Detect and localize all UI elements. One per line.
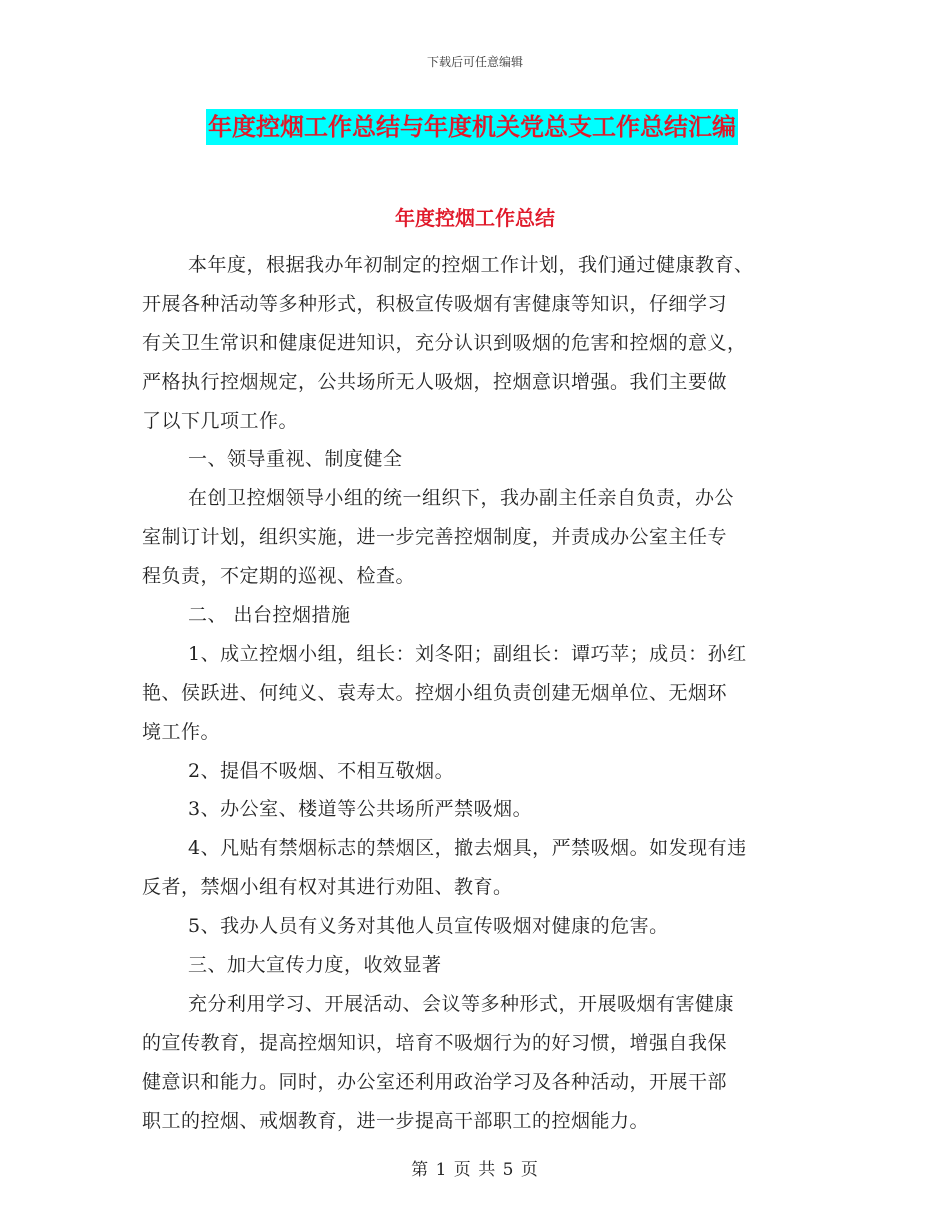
list-item-line: 2、提倡不吸烟、不相互敬烟。 (188, 759, 455, 782)
list-item-line: 5、我办人员有义务对其他人员宣传吸烟对健康的危害。 (188, 915, 669, 938)
paragraph-line: 开展各种活动等多种形式，积极宣传吸烟有害健康等知识，仔细学习 (142, 292, 728, 315)
heading-line: 三、加大宣传力度，收效显著 (188, 954, 442, 977)
paragraph-line: 严格执行控烟规定，公共场所无人吸烟，控烟意识增强。我们主要做 (142, 370, 728, 393)
paragraph-line: 职工的控烟、戒烟教育，进一步提高干部职工的控烟能力。 (142, 1109, 650, 1132)
paragraph-line: 有关卫生常识和健康促进知识，充分认识到吸烟的危害和控烟的意义， (142, 331, 747, 354)
paragraph-line: 健意识和能力。同时，办公室还利用政治学习及各种活动，开展干部 (142, 1070, 728, 1093)
section-title: 年度控烟工作总结 (395, 206, 555, 230)
paragraph-line: 的宣传教育，提高控烟知识，培育不吸烟行为的好习惯，增强自我保 (142, 1031, 728, 1054)
list-item-line: 境工作。 (142, 720, 221, 743)
paragraph-line: 程负责，不定期的巡视、检查。 (142, 565, 416, 588)
paragraph-line: 了以下几项工作。 (142, 409, 299, 432)
page-footer: 第 1 页 共 5 页 (411, 1160, 539, 1180)
document-title: 年度控烟工作总结与年度机关党总支工作总结汇编 (206, 109, 738, 145)
list-item-line: 反者，禁烟小组有权对其进行劝阻、教育。 (142, 876, 513, 899)
body-text (142, 246, 810, 1140)
list-item-line: 4、凡贴有禁烟标志的禁烟区，撤去烟具，严禁吸烟。如发现有违 (188, 837, 747, 860)
heading-line: 一、领导重视、制度健全 (188, 448, 403, 471)
paragraph-line: 室制订计划，组织实施，进一步完善控烟制度，并责成办公室主任专 (142, 526, 728, 549)
paragraph-line: 充分利用学习、开展活动、会议等多种形式，开展吸烟有害健康 (188, 992, 735, 1015)
heading-line: 二、 出台控烟措施 (188, 604, 351, 627)
list-item-line: 1、成立控烟小组，组长：刘冬阳；副组长：谭巧苹；成员：孙红 (188, 642, 747, 665)
list-item-line: 3、办公室、楼道等公共场所严禁吸烟。 (188, 798, 533, 821)
list-item-line: 艳、侯跃进、何纯义、袁寿太。控烟小组负责创建无烟单位、无烟环 (142, 681, 728, 704)
header-note: 下载后可任意编辑 (426, 55, 523, 69)
paragraph-line: 本年度，根据我办年初制定的控烟工作计划，我们通过健康教育、 (188, 254, 754, 276)
paragraph-line: 在创卫控烟领导小组的统一组织下，我办副主任亲自负责，办公 (188, 487, 735, 510)
